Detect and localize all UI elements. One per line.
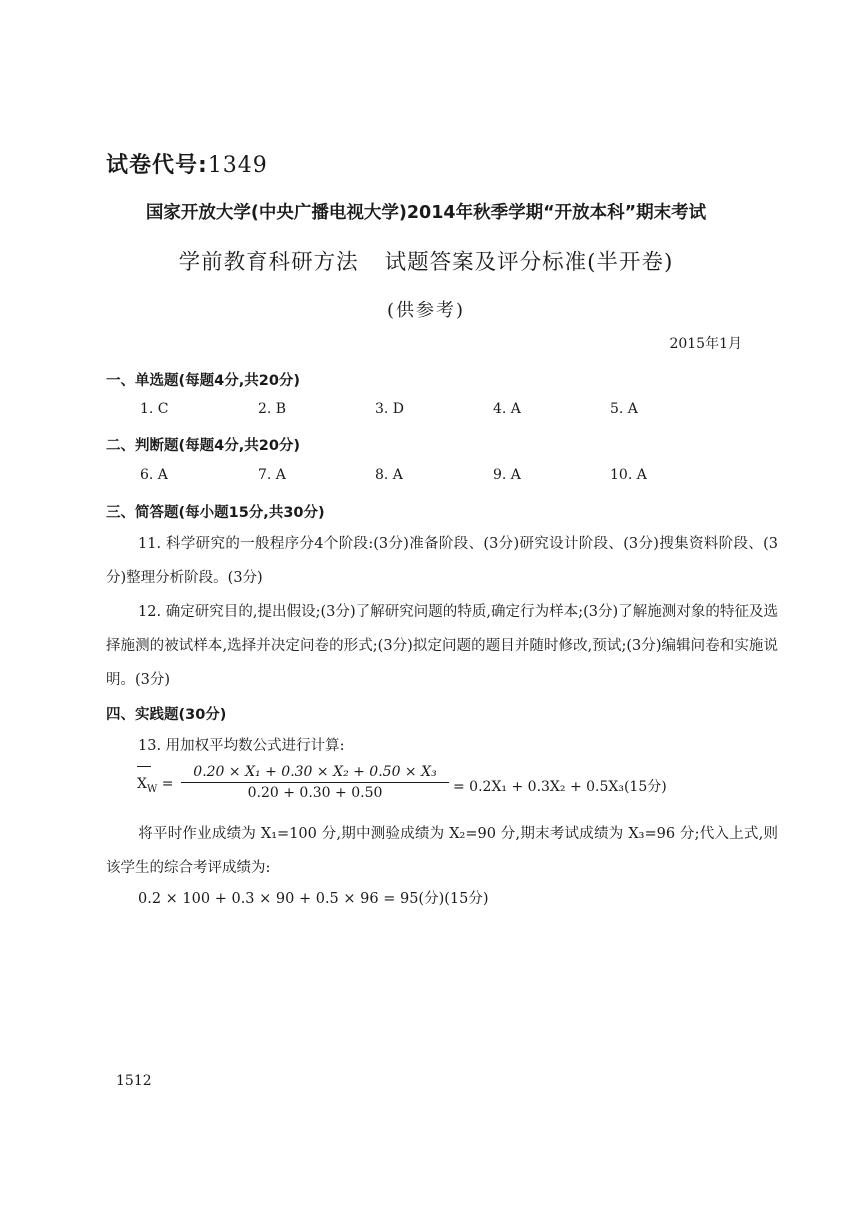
issue-date: 2015年1月 <box>669 336 742 352</box>
paper-code-label: 试卷代号: <box>106 153 208 178</box>
paper-code-number: 1349 <box>207 153 268 178</box>
answer-1: 1. C <box>140 401 169 417</box>
formula-rhs: = 0.2X₁ + 0.3X₂ + 0.5X₃(15分) <box>453 779 667 795</box>
answer-key-title: 试题答案及评分标准(半开卷) <box>384 250 674 275</box>
question-12-text: 12. 确定研究目的,提出假设;(3分)了解研究问题的特质,确定行为样本;(3分)了解施测对象的特征及选择施测的被试样本,选择并决定问卷的形式;(3分)拟定问题的题目并随时修改,预试;(3分)编辑问卷和实施说明。(3分) <box>106 604 778 688</box>
answer-6: 6. A <box>140 467 168 483</box>
paper-code <box>106 148 268 179</box>
answer-5: 5. A <box>610 401 638 417</box>
substitution-body: 将平时作业成绩为 X₁=100 分,期中测验成绩为 X₂=90 分,期末考试成绩为 X₃=96 分;代入上式,则该学生的综合考评成绩为: <box>106 826 778 876</box>
formula-equals: = <box>161 776 174 792</box>
formula-lhs-subscript: W <box>146 783 158 795</box>
final-result: 0.2 × 100 + 0.3 × 90 + 0.5 × 96 = 95(分)(15分) <box>138 891 489 907</box>
section-3-heading: 三、简答题(每小题15分,共30分) <box>106 505 325 521</box>
question-11-answer <box>106 527 778 595</box>
answer-9: 9. A <box>493 467 521 483</box>
formula-numerator: 0.20 × X₁ + 0.30 × X₂ + 0.50 × X₃ <box>181 764 449 783</box>
question-13-intro: 13. 用加权平均数公式进行计算: <box>138 738 345 754</box>
formula-fraction <box>181 764 449 801</box>
substitution-text <box>106 817 778 885</box>
answer-8: 8. A <box>375 467 403 483</box>
mean-overline <box>137 766 151 767</box>
section-1-answers <box>0 401 852 423</box>
question-11-text: 11. 科学研究的一般程序分4个阶段:(3分)准备阶段、(3分)研究设计阶段、(3分)搜集资料阶段、(3分)整理分析阶段。(3分) <box>106 536 778 586</box>
section-2-heading: 二、判断题(每题4分,共20分) <box>106 438 301 454</box>
answer-7: 7. A <box>258 467 286 483</box>
formula-denominator: 0.20 + 0.30 + 0.50 <box>247 785 383 801</box>
exam-title: 国家开放大学(中央广播电视大学)2014年秋季学期“开放本科”期末考试 <box>145 203 707 223</box>
answer-4: 4. A <box>493 401 521 417</box>
formula-lhs: $X_W$ = <box>137 776 174 795</box>
question-12-answer <box>106 595 778 697</box>
reference-note: (供参考) <box>386 300 466 321</box>
section-1-heading: 一、单选题(每题4分,共20分) <box>106 373 301 389</box>
answer-2: 2. B <box>258 401 287 417</box>
page-number: 1512 <box>116 1073 152 1089</box>
answer-3: 3. D <box>375 401 405 417</box>
subject-title <box>0 245 852 276</box>
section-2-answers <box>0 467 852 489</box>
weighted-mean-formula <box>137 764 737 808</box>
section-4-heading: 四、实践题(30分) <box>106 707 227 723</box>
subject-name: 学前教育科研方法 <box>178 250 359 275</box>
answer-10: 10. A <box>610 467 647 483</box>
